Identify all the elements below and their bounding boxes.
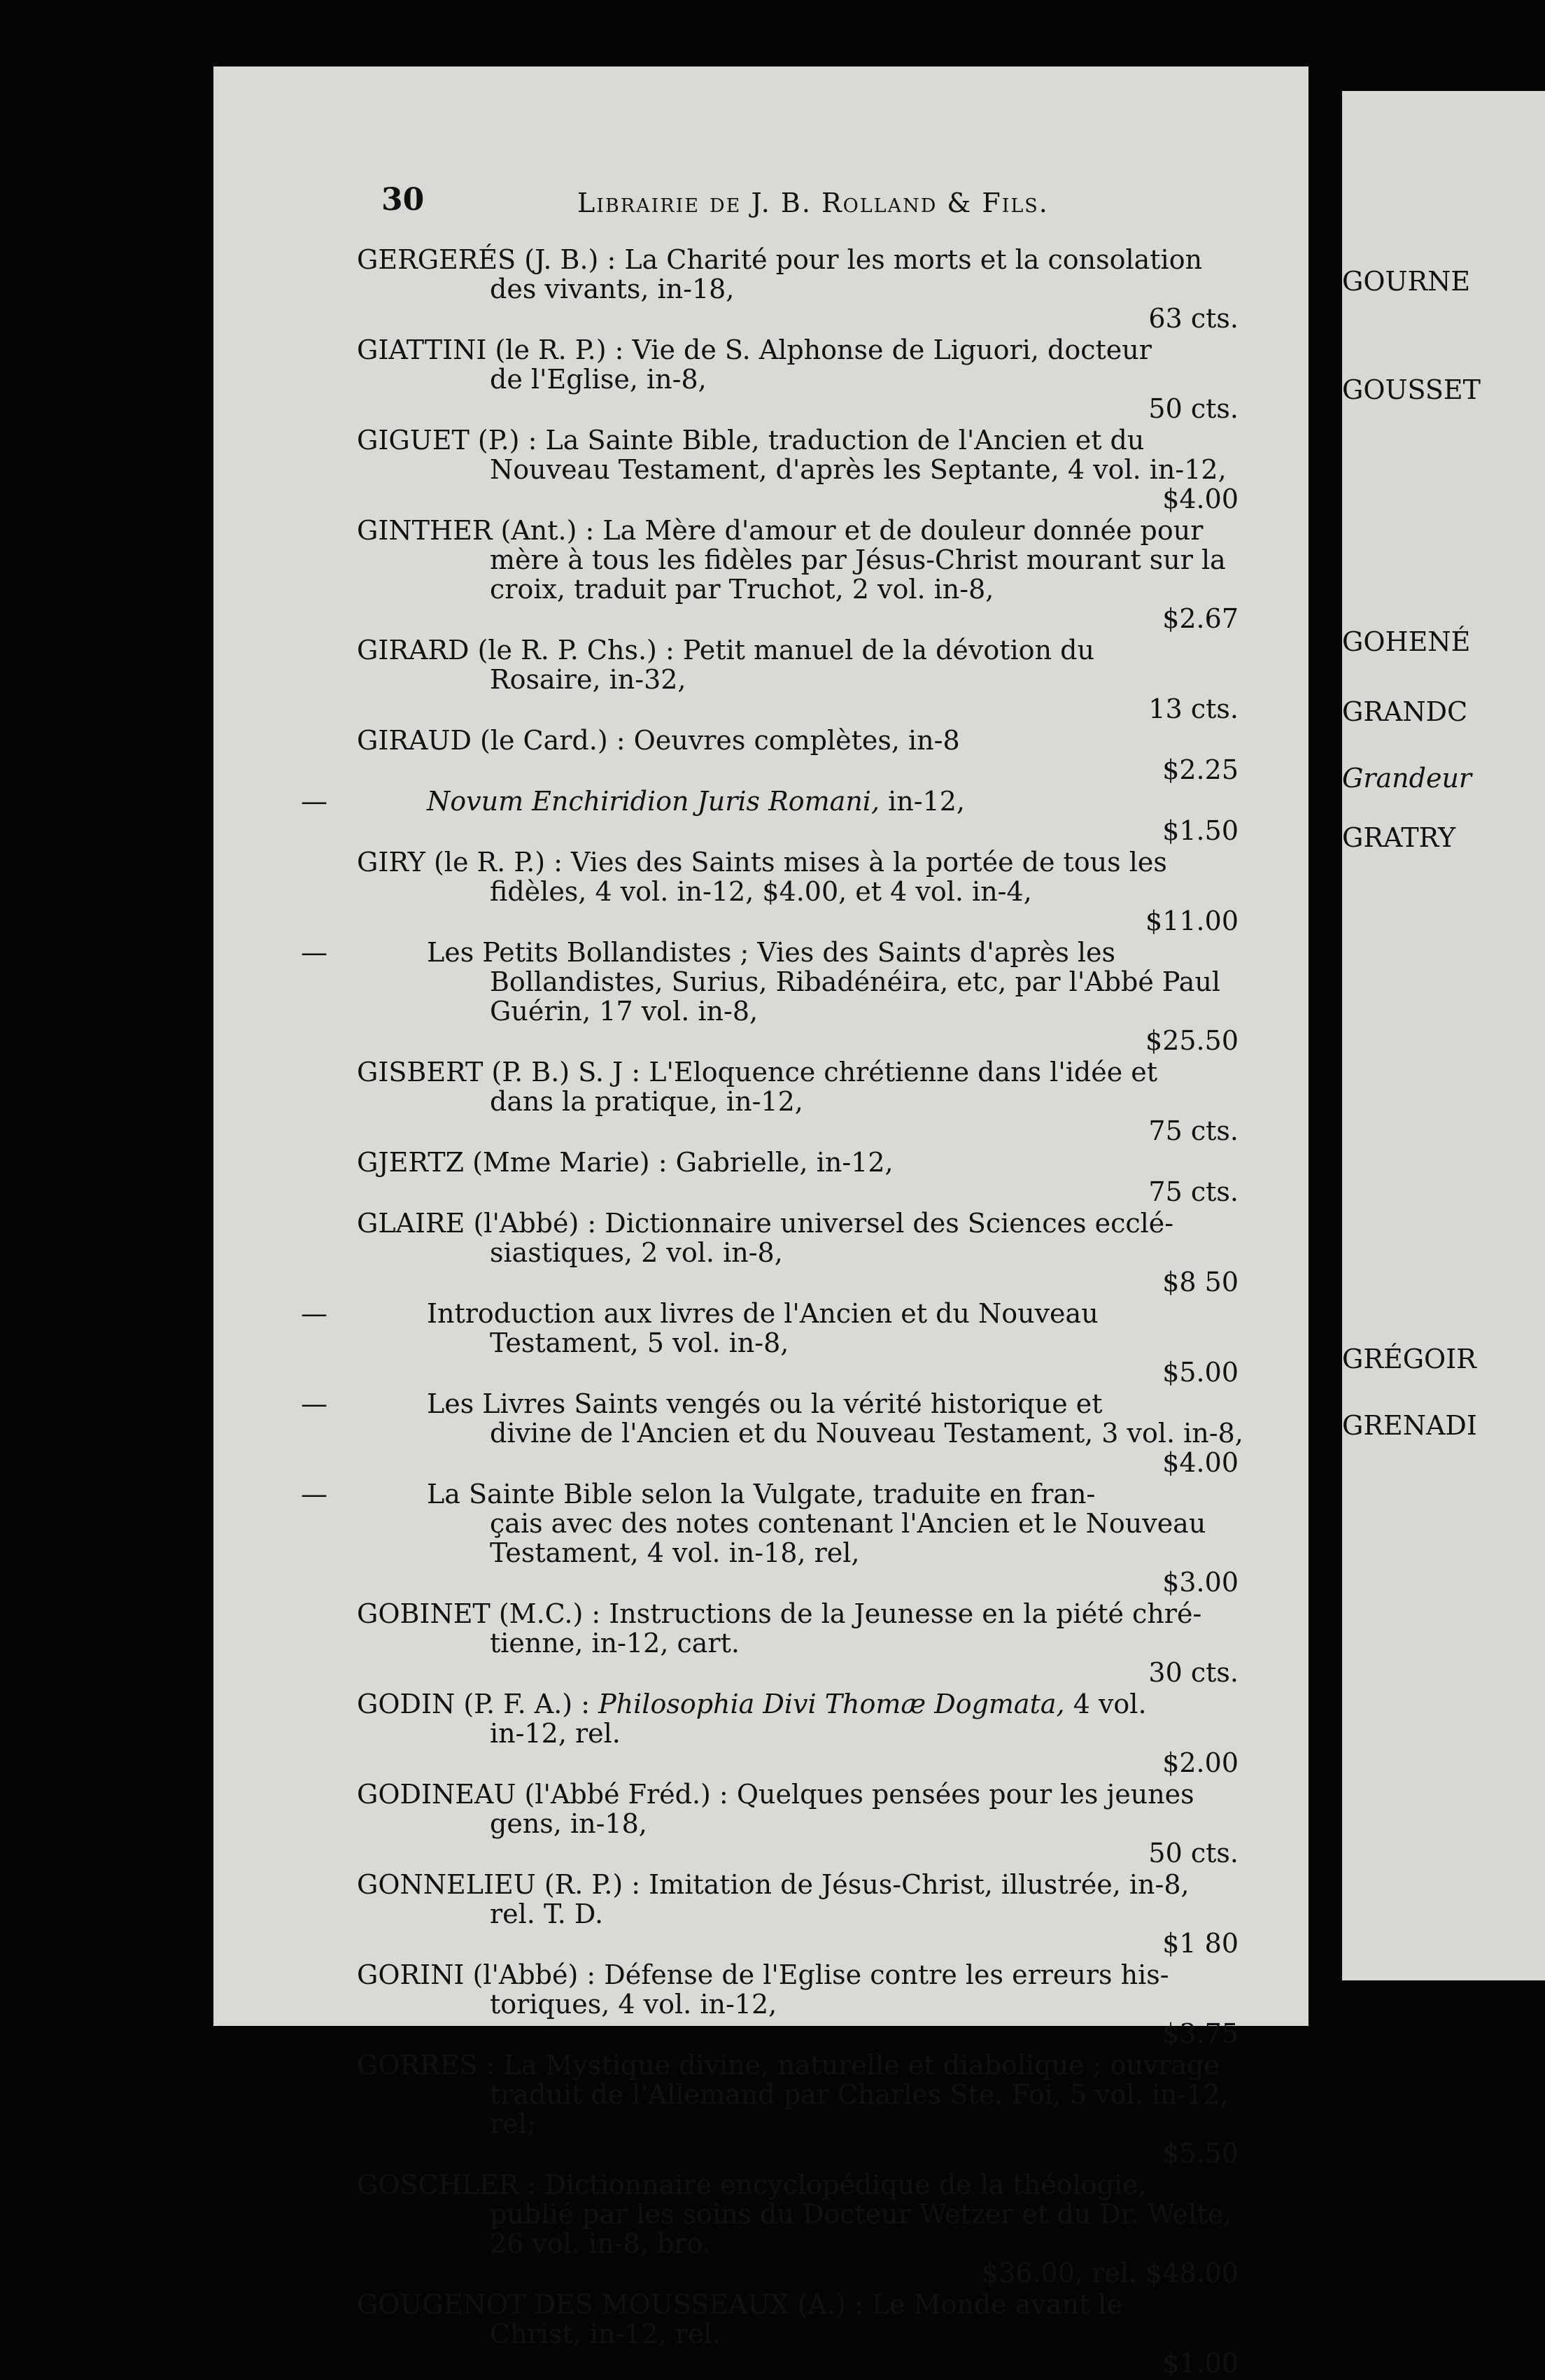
- entry-first-line: [357, 1870, 1267, 1899]
- adjacent-page-fragment: [1342, 91, 1545, 1980]
- catalogue-entry: [357, 1960, 1267, 2048]
- entry-text: Vie de S. Alphonse de Liguori, docteur: [632, 335, 1152, 365]
- entry-continuation: çais avec des notes contenant l'Ancien et le Nouveau Testament, 4 vol. in-18, rel,: [490, 1508, 1206, 1568]
- entry-price: $11.00: [1145, 906, 1239, 936]
- entry-author: GORINI (l'Abbé) :: [357, 1959, 605, 1990]
- entry-text: La Sainte Bible, traduction de l'Ancien et du: [545, 425, 1145, 456]
- entry-price: $1 80: [1162, 1928, 1239, 1959]
- entry-continuation: divine de l'Ancien et du Nouveau Testament, 3 vol. in-8,: [490, 1418, 1243, 1449]
- entry-text: L'Eloquence chrétienne dans l'idée et: [649, 1057, 1158, 1087]
- entry-price: 30 cts.: [1148, 1657, 1239, 1688]
- entry-price: $5.00: [1162, 1357, 1239, 1388]
- entry-text: Gabrielle, in-12,: [675, 1147, 894, 1178]
- entry-title-italic: Novum Enchiridion Juris Romani,: [427, 786, 889, 817]
- entry-price: 63 cts.: [1148, 303, 1239, 334]
- entry-price: $2.00: [1162, 1747, 1239, 1778]
- entry-author: GISBERT (P. B.) S. J :: [357, 1057, 649, 1087]
- adjacent-page-text: GRÉGOIR: [1342, 1344, 1476, 1374]
- adjacent-page-text: GRENADI: [1342, 1410, 1477, 1441]
- entry-continuation: fidèles, 4 vol. in-12, $4.00, et 4 vol. in-4,: [490, 876, 1032, 907]
- catalogue-entry: [357, 1148, 1267, 1206]
- ditto-dash: —: [301, 1298, 327, 1329]
- catalogue-entry: [357, 245, 1267, 333]
- entry-text: Quelques pensées pour les jeunes: [736, 1779, 1194, 1810]
- catalogue-entry: [357, 847, 1267, 936]
- entry-author: GONNELIEU (R. P.) :: [357, 1869, 649, 1900]
- entry-author: GOBINET (M.C.) :: [357, 1598, 609, 1629]
- catalogue-entries: [301, 244, 1267, 2380]
- adjacent-page-text: Grandeur: [1342, 763, 1472, 794]
- catalogue-entry: [301, 786, 1267, 846]
- book-page: [213, 66, 1308, 2379]
- catalogue-entry: [301, 1479, 1267, 1598]
- entry-first-line: [357, 1599, 1267, 1628]
- adjacent-page-text: GRANDC: [1342, 696, 1468, 727]
- entry-first-line: [357, 516, 1267, 545]
- entry-first-line: [357, 1960, 1267, 1990]
- catalogue-entry: [301, 1298, 1267, 1388]
- entry-author: GIATTINI (le R. P.) :: [357, 335, 633, 365]
- entry-continuation: Christ, in-12, rel.: [490, 2318, 721, 2349]
- entry-text: Petit manuel de la dévotion du: [682, 635, 1094, 666]
- entry-text: Le Monde avant le: [871, 2289, 1122, 2320]
- entry-text: Vies des Saints mises à la portée de tous les: [571, 847, 1167, 878]
- catalogue-entry: [357, 1689, 1267, 1777]
- entry-text: Dictionnaire encyclopédique de la théologie,: [544, 2169, 1147, 2200]
- entry-text: La Mère d'amour et de douleur donnée pour: [602, 515, 1204, 546]
- adjacent-page-text: GOURNE: [1342, 266, 1471, 297]
- catalogue-entry: [357, 335, 1267, 423]
- entry-first-line: [357, 1689, 1267, 1719]
- entry-text: Instructions de la Jeunesse en la piété chré-: [609, 1598, 1202, 1629]
- entry-first-line: [357, 726, 1267, 755]
- entry-author: GOSCHLER :: [357, 2169, 545, 2200]
- entry-author: GJERTZ (Mme Marie) :: [357, 1147, 676, 1178]
- entry-author: GODINEAU (l'Abbé Fréd.) :: [357, 1779, 737, 1810]
- entry-text: La Mystique divine, naturelle et diabolique ; ouvrage: [503, 2050, 1220, 2080]
- page-number: 30: [381, 182, 425, 218]
- entry-price: 50 cts.: [1148, 1838, 1239, 1868]
- entry-price: $8 50: [1162, 1267, 1239, 1297]
- entry-text: Les Livres Saints vengés ou la vérité historique et: [427, 1388, 1103, 1419]
- entry-text: Oeuvres complètes, in-8: [633, 725, 960, 756]
- entry-continuation: siastiques, 2 vol. in-8,: [490, 1237, 783, 1268]
- entry-first-line: [357, 1057, 1267, 1087]
- entry-price: $25.50: [1145, 1025, 1239, 1056]
- catalogue-entry: [357, 726, 1267, 784]
- catalogue-entry: [357, 1209, 1267, 1297]
- catalogue-entry: [357, 2170, 1267, 2288]
- catalogue-entry: [357, 2290, 1267, 2378]
- entry-price: $3.75: [1162, 2018, 1239, 2049]
- entry-first-line: [357, 1209, 1267, 1238]
- entry-continuation: des vivants, in-18,: [490, 274, 735, 304]
- entry-author: GOUGENOT DES MOUSSEAUX (A.) :: [357, 2289, 872, 2320]
- entry-price: 50 cts.: [1148, 393, 1239, 424]
- entry-text: La Sainte Bible selon la Vulgate, traduite en fran-: [427, 1479, 1096, 1509]
- entry-title-italic: Philosophia Divi Thomæ Dogmata,: [598, 1689, 1073, 1719]
- entry-first-line: [357, 2050, 1267, 2080]
- entry-continuation: in-12, rel.: [490, 1718, 621, 1749]
- running-title: Librairie de J. B. Rolland & Fils.: [577, 188, 1049, 218]
- ditto-dash: —: [301, 1388, 327, 1419]
- entry-text: Introduction aux livres de l'Ancien et du Nouveau: [427, 1298, 1099, 1329]
- entry-price: $1.50: [1162, 815, 1239, 846]
- entry-first-line: [357, 2170, 1267, 2199]
- entry-author: GODIN (P. F. A.) :: [357, 1689, 599, 1719]
- ditto-dash: —: [301, 937, 327, 968]
- entry-price: $36.00, rel. $48.00: [981, 2258, 1239, 2288]
- entry-author: GORRES :: [357, 2050, 504, 2080]
- entry-first-line: [301, 1479, 1267, 1509]
- entry-first-line: [357, 2290, 1267, 2319]
- entry-first-line: [301, 937, 1267, 968]
- catalogue-entry: [357, 2050, 1267, 2168]
- catalogue-entry: [357, 1057, 1267, 1146]
- entry-text: in-12,: [888, 786, 966, 817]
- entry-first-line: [357, 425, 1267, 455]
- entry-first-line: [357, 335, 1267, 365]
- running-head: [213, 182, 1308, 238]
- entry-price: $3.00: [1162, 1567, 1239, 1598]
- entry-author: GIRAUD (le Card.) :: [357, 725, 634, 756]
- entry-author: GERGERÉS (J. B.) :: [357, 244, 625, 275]
- entry-first-line: [301, 786, 1267, 817]
- entry-price: 75 cts.: [1148, 1176, 1239, 1207]
- entry-text: Les Petits Bollandistes ; Vies des Saints d'après les: [427, 937, 1116, 968]
- entry-author: GIGUET (P.) :: [357, 425, 546, 456]
- entry-text: Défense de l'Eglise contre les erreurs his-: [604, 1959, 1169, 1990]
- entry-price: $4.00: [1162, 484, 1239, 514]
- entry-price: 13 cts.: [1148, 693, 1239, 724]
- entry-price: $5.50: [1162, 2138, 1239, 2169]
- catalogue-entry: [301, 1388, 1267, 1478]
- catalogue-entry: [357, 1870, 1267, 1958]
- entry-author: GLAIRE (l'Abbé) :: [357, 1208, 605, 1239]
- entry-first-line: [301, 1388, 1267, 1419]
- adjacent-page-text: GOUSSET: [1342, 374, 1481, 405]
- entry-continuation: Bollandistes, Surius, Ribadénéira, etc, par l'Abbé Paul Guérin, 17 vol. in-8,: [490, 966, 1221, 1027]
- entry-continuation: Testament, 5 vol. in-8,: [490, 1328, 789, 1358]
- catalogue-entry: [357, 425, 1267, 514]
- catalogue-entry: [357, 1780, 1267, 1868]
- entry-text: La Charité pour les morts et la consolation: [624, 244, 1203, 275]
- entry-first-line: [357, 245, 1267, 274]
- entry-price: 75 cts.: [1148, 1115, 1239, 1146]
- catalogue-entry: [357, 516, 1267, 633]
- ditto-dash: —: [301, 1479, 327, 1509]
- entry-first-line: [301, 1298, 1267, 1329]
- entry-continuation: traduit de l'Allemand par Charles Ste. Foi, 5 vol. in-12, rel;: [490, 2079, 1229, 2139]
- entry-author: GIRARD (le R. P. Chs.) :: [357, 635, 683, 666]
- entry-author: GINTHER (Ant.) :: [357, 515, 603, 546]
- entry-first-line: [357, 1148, 1267, 1177]
- entry-continuation: toriques, 4 vol. in-12,: [490, 1989, 777, 2020]
- entry-continuation: Nouveau Testament, d'après les Septante, 4 vol. in-12,: [490, 454, 1227, 485]
- entry-author: GIRY (le R. P.) :: [357, 847, 572, 878]
- catalogue-entry: [357, 635, 1267, 724]
- catalogue-entry: [301, 937, 1267, 1056]
- entry-price: $4.00: [1162, 1447, 1239, 1478]
- entry-first-line: [357, 847, 1267, 877]
- entry-continuation: de l'Eglise, in-8,: [490, 364, 707, 395]
- entry-price: $1.00: [1162, 2348, 1239, 2379]
- entry-price: $2.67: [1162, 603, 1239, 634]
- entry-price: $2.25: [1162, 754, 1239, 785]
- entry-continuation: rel. T. D.: [490, 1899, 604, 1929]
- entry-text: Dictionnaire universel des Sciences ecclé-: [605, 1208, 1174, 1239]
- entry-continuation: gens, in-18,: [490, 1808, 647, 1839]
- ditto-dash: —: [301, 786, 327, 817]
- entry-continuation: dans la pratique, in-12,: [490, 1086, 803, 1117]
- catalogue-entry: [357, 1599, 1267, 1687]
- entry-first-line: [357, 1780, 1267, 1809]
- adjacent-page-text: GRATRY: [1342, 822, 1456, 853]
- entry-text: 4 vol.: [1073, 1689, 1147, 1719]
- entry-text: Imitation de Jésus-Christ, illustrée, in-8,: [649, 1869, 1190, 1900]
- entry-continuation: Rosaire, in-32,: [490, 664, 686, 695]
- entry-continuation: tienne, in-12, cart.: [490, 1628, 740, 1659]
- entry-continuation: publié par les soins du Docteur Wetzer et du Dr. Welte, 26 vol. in-8, bro.: [490, 2199, 1232, 2259]
- entry-first-line: [357, 635, 1267, 665]
- adjacent-page-text: GOHENÉ: [1342, 626, 1471, 657]
- entry-continuation: mère à tous les fidèles par Jésus-Christ mourant sur la croix, traduit par Truchot, 2 vol. in-8,: [490, 544, 1226, 605]
